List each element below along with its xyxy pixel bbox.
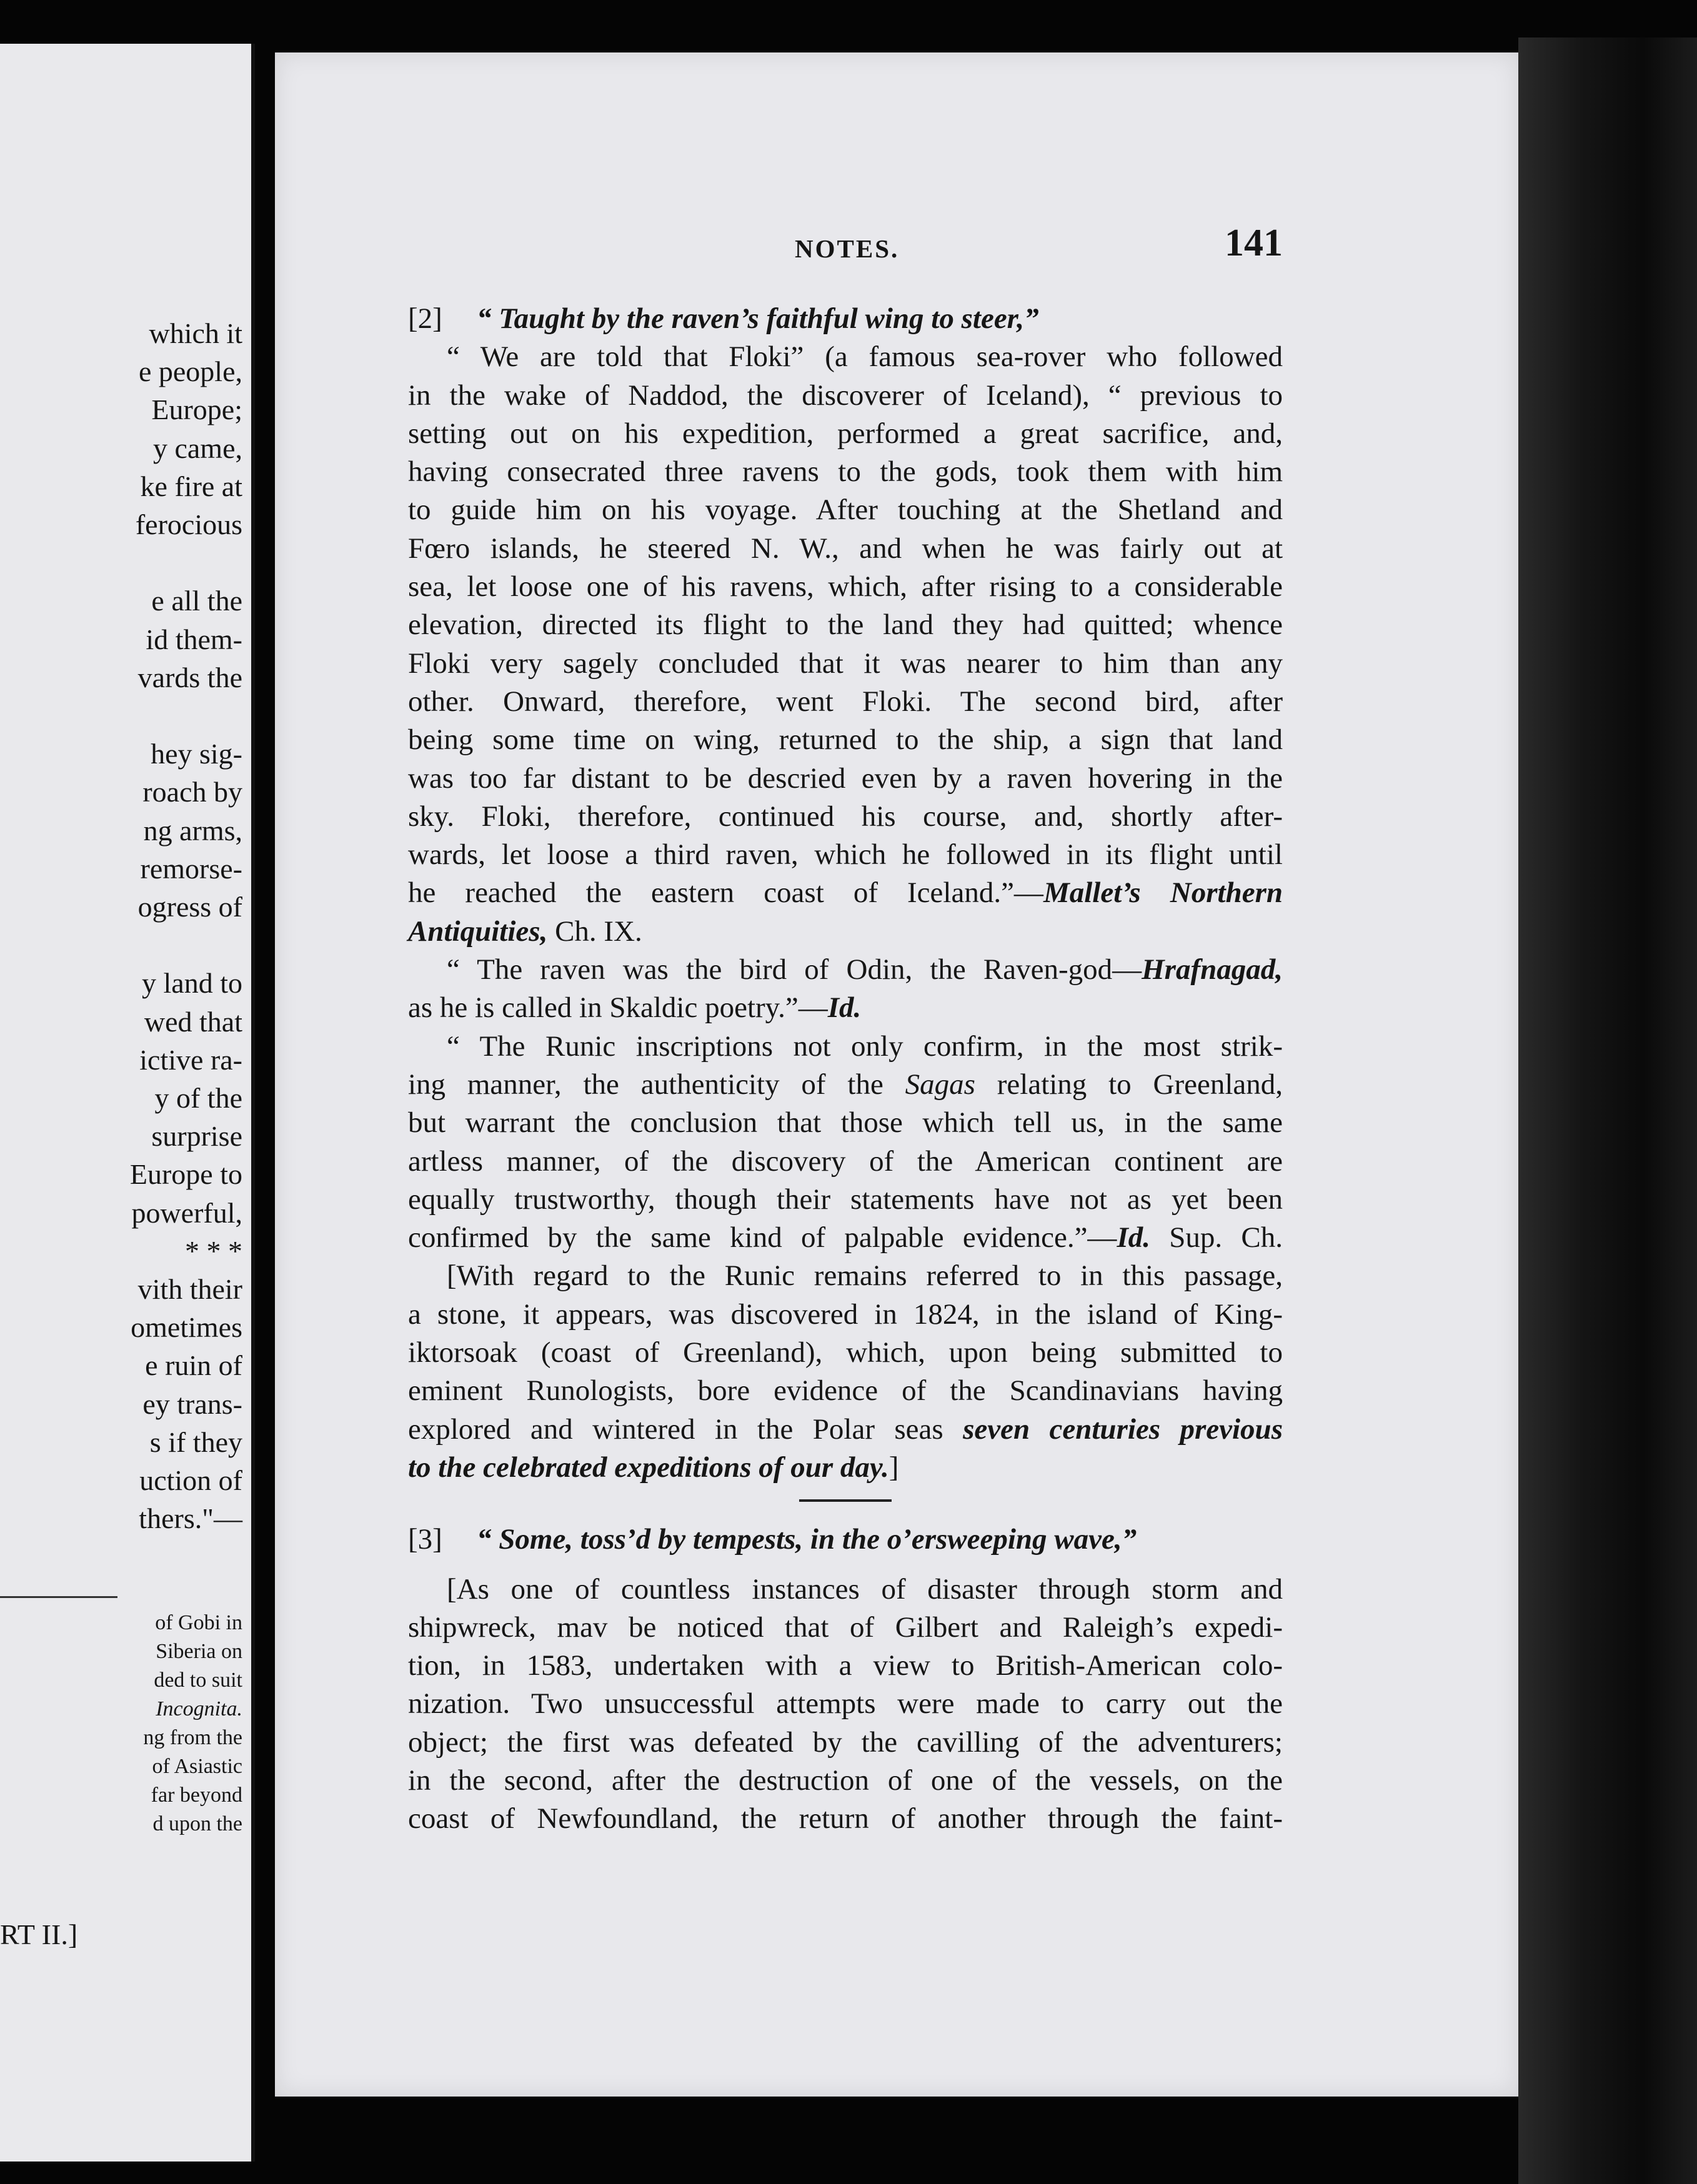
running-head: NOTES. — [795, 234, 900, 263]
previous-page — [0, 44, 255, 2162]
note-3-heading — [408, 1521, 1283, 1559]
text-run: relating to Greenland, — [975, 1068, 1283, 1101]
previous-page-footnote-line: of Gobi in — [155, 1611, 242, 1634]
note-2-heading — [408, 300, 1283, 338]
note-3-paragraph — [408, 1571, 1283, 1839]
text-line — [408, 1066, 1283, 1104]
text-line: [With regard to the Runic remains referred to in this passage, — [447, 1259, 1283, 1293]
previous-page-line: * * * — [185, 1234, 242, 1267]
term: Sagas — [905, 1068, 975, 1101]
previous-page-footnote-line: ng from the — [143, 1726, 242, 1749]
previous-page-line: Europe to — [129, 1158, 242, 1191]
previous-page-footnote-line: ded to suit — [154, 1669, 242, 1692]
previous-page-line: Europe; — [151, 394, 242, 426]
previous-page-line: id them- — [146, 623, 242, 655]
previous-page-line: vith their — [137, 1273, 242, 1305]
text-line: having consecrated three ravens to the gods, took them with him — [408, 455, 1283, 489]
previous-page-line: ey trans- — [142, 1387, 242, 1420]
note-2-paragraph-2 — [408, 951, 1283, 1028]
text-line: shipwreck, mav be noticed that of Gilbert and Raleigh’s expedi- — [408, 1611, 1283, 1644]
page-body — [408, 300, 1283, 1839]
previous-page-footnote-line: far beyond — [151, 1784, 242, 1807]
text-run: ing manner, the authenticity of the — [408, 1068, 905, 1101]
text-line: in the wake of Naddod, the discoverer of Iceland), “ previous to — [408, 379, 1283, 412]
emphasis: to the celebrated expeditions of our day. — [408, 1451, 889, 1484]
text-line: setting out on his expedition, performed a great sacrifice, and, — [408, 417, 1283, 450]
previous-page-line: ogress of — [137, 891, 242, 923]
text-line: [As one of countless instances of disaster through storm and — [447, 1572, 1283, 1606]
text-run: Ch. IX. — [547, 915, 642, 948]
text-line: being some time on wing, returned to the ship, a sign that land — [408, 723, 1283, 757]
text-line: wards, let loose a third raven, which he followed in its flight until — [408, 838, 1283, 871]
note-2-paragraph-3 — [408, 1028, 1283, 1258]
text-line: nization. Two unsuccessful attempts were made to carry out the — [408, 1687, 1283, 1720]
text-line: Fœro islands, he steered N. W., and when he was fairly out at — [408, 532, 1283, 565]
text-line: other. Onward, therefore, went Floki. The second bird, after — [408, 685, 1283, 718]
text-line — [408, 913, 1283, 951]
previous-page-line: roach by — [142, 776, 242, 808]
text-run: confirmed by the same kind of palpable evidence.”— — [408, 1221, 1117, 1254]
previous-page-footnote-line: of Asiastic — [152, 1755, 242, 1778]
text-line: Floki very sagely concluded that it was nearer to him than any — [408, 647, 1283, 680]
text-line: “ The Runic inscriptions not only confirm, in the most strik- — [447, 1030, 1283, 1063]
text-line: but warrant the conclusion that those which tell us, in the same — [408, 1106, 1283, 1139]
text-line — [408, 1411, 1283, 1449]
term: Hrafnagad, — [1142, 953, 1283, 986]
page-number: 141 — [1225, 222, 1283, 264]
text-line: in the second, after the destruction of one of the vessels, on the — [408, 1764, 1283, 1797]
section-separator — [799, 1499, 892, 1502]
text-line: object; the first was defeated by the cavilling of the adventurers; — [408, 1725, 1283, 1759]
previous-page-line: surprise — [151, 1120, 242, 1153]
previous-page-footnote-line: Siberia on — [156, 1640, 242, 1663]
text-line: sea, let loose one of his ravens, which, after rising to a considerable — [408, 570, 1283, 603]
previous-page-line: y came, — [152, 432, 242, 464]
text-run: Sup. Ch. — [1150, 1221, 1283, 1254]
previous-page-footnote-line: Incognita. — [156, 1697, 242, 1720]
text-run: explored and wintered in the Polar seas — [408, 1412, 963, 1446]
text-line: tion, in 1583, undertaken with a view to British-American colo- — [408, 1649, 1283, 1682]
previous-page-line: uction of — [139, 1464, 242, 1496]
citation: Mallet’s Northern — [1043, 876, 1283, 910]
previous-page-line: vards the — [137, 661, 242, 693]
previous-page-line: ictive ra- — [139, 1043, 242, 1076]
previous-page-line: ferocious — [135, 509, 242, 540]
previous-page-line: powerful, — [131, 1196, 242, 1229]
previous-page-line: e all the — [151, 585, 242, 617]
previous-page-line: wed that — [144, 1005, 242, 1038]
note-2-number: [2] — [408, 302, 442, 335]
text-run: he reached the eastern coast of Iceland.”— — [408, 876, 1043, 910]
text-line: coast of Newfoundland, the return of another through the faint- — [408, 1802, 1283, 1835]
book-spine — [1518, 37, 1697, 2184]
text-line: a stone, it appears, was discovered in 1824, in the island of King- — [408, 1298, 1283, 1331]
note-3-number: [3] — [408, 1523, 442, 1556]
previous-page-line: ke fire at — [140, 470, 242, 502]
previous-page-line: hey sig- — [151, 738, 242, 770]
part-marker: RT II.] — [0, 1918, 78, 1950]
text-run: as he is called in Skaldic poetry.”— — [408, 991, 828, 1025]
emphasis: seven centuries previous — [963, 1412, 1283, 1446]
note-3-quote: “ Some, toss’d by tempests, in the o’ersweeping wave,” — [477, 1523, 1137, 1556]
previous-page-line: y of the — [154, 1082, 242, 1114]
text-line: was too far distant to be descried even by a raven hovering in the — [408, 762, 1283, 795]
text-line: eminent Runologists, bore evidence of the Scandinavians having — [408, 1374, 1283, 1407]
note-2-paragraph-4 — [408, 1257, 1283, 1487]
previous-page-footnote-line: d upon the — [152, 1812, 242, 1835]
text-line: equally trustworthy, though their statements have not as yet been — [408, 1183, 1283, 1216]
text-run: ] — [888, 1451, 899, 1484]
citation: Id. — [1117, 1221, 1150, 1254]
previous-page-line: y land to — [142, 967, 242, 1000]
previous-page-line: s if they — [149, 1426, 242, 1458]
note-2-paragraph-1 — [408, 338, 1283, 951]
text-line: sky. Floki, therefore, continued his course, and, shortly after- — [408, 800, 1283, 833]
previous-page-line: thers."— — [139, 1502, 242, 1535]
text-line — [408, 1449, 1283, 1487]
text-line: iktorsoak (coast of Greenland), which, upon being submitted to — [408, 1336, 1283, 1369]
text-line: elevation, directed its flight to the land they had quitted; whence — [408, 608, 1283, 642]
text-line — [408, 1219, 1283, 1257]
footnote-rule — [0, 1596, 117, 1598]
previous-page-line: which it — [149, 317, 242, 349]
previous-page-line: remorse- — [140, 852, 242, 885]
text-line: to guide him on his voyage. After touching at the Shetland and — [408, 494, 1283, 527]
note-2-quote: “ Taught by the raven’s faithful wing to steer,” — [477, 302, 1039, 335]
previous-page-line: ometimes — [131, 1311, 242, 1344]
citation: Id. — [827, 991, 862, 1025]
text-line — [408, 989, 1283, 1027]
text-line: artless manner, of the discovery of the American continent are — [408, 1144, 1283, 1178]
text-line — [408, 951, 1283, 989]
text-line — [408, 874, 1283, 912]
previous-page-line: e ruin of — [145, 1349, 242, 1382]
text-line: “ We are told that Floki” (a famous sea-rover who followed — [447, 340, 1283, 374]
text-run: “ The raven was the bird of Odin, the Raven-god— — [447, 953, 1142, 986]
previous-page-line: ng arms, — [143, 814, 242, 846]
citation: Antiquities, — [408, 915, 548, 948]
previous-page-line: e people, — [138, 355, 242, 388]
